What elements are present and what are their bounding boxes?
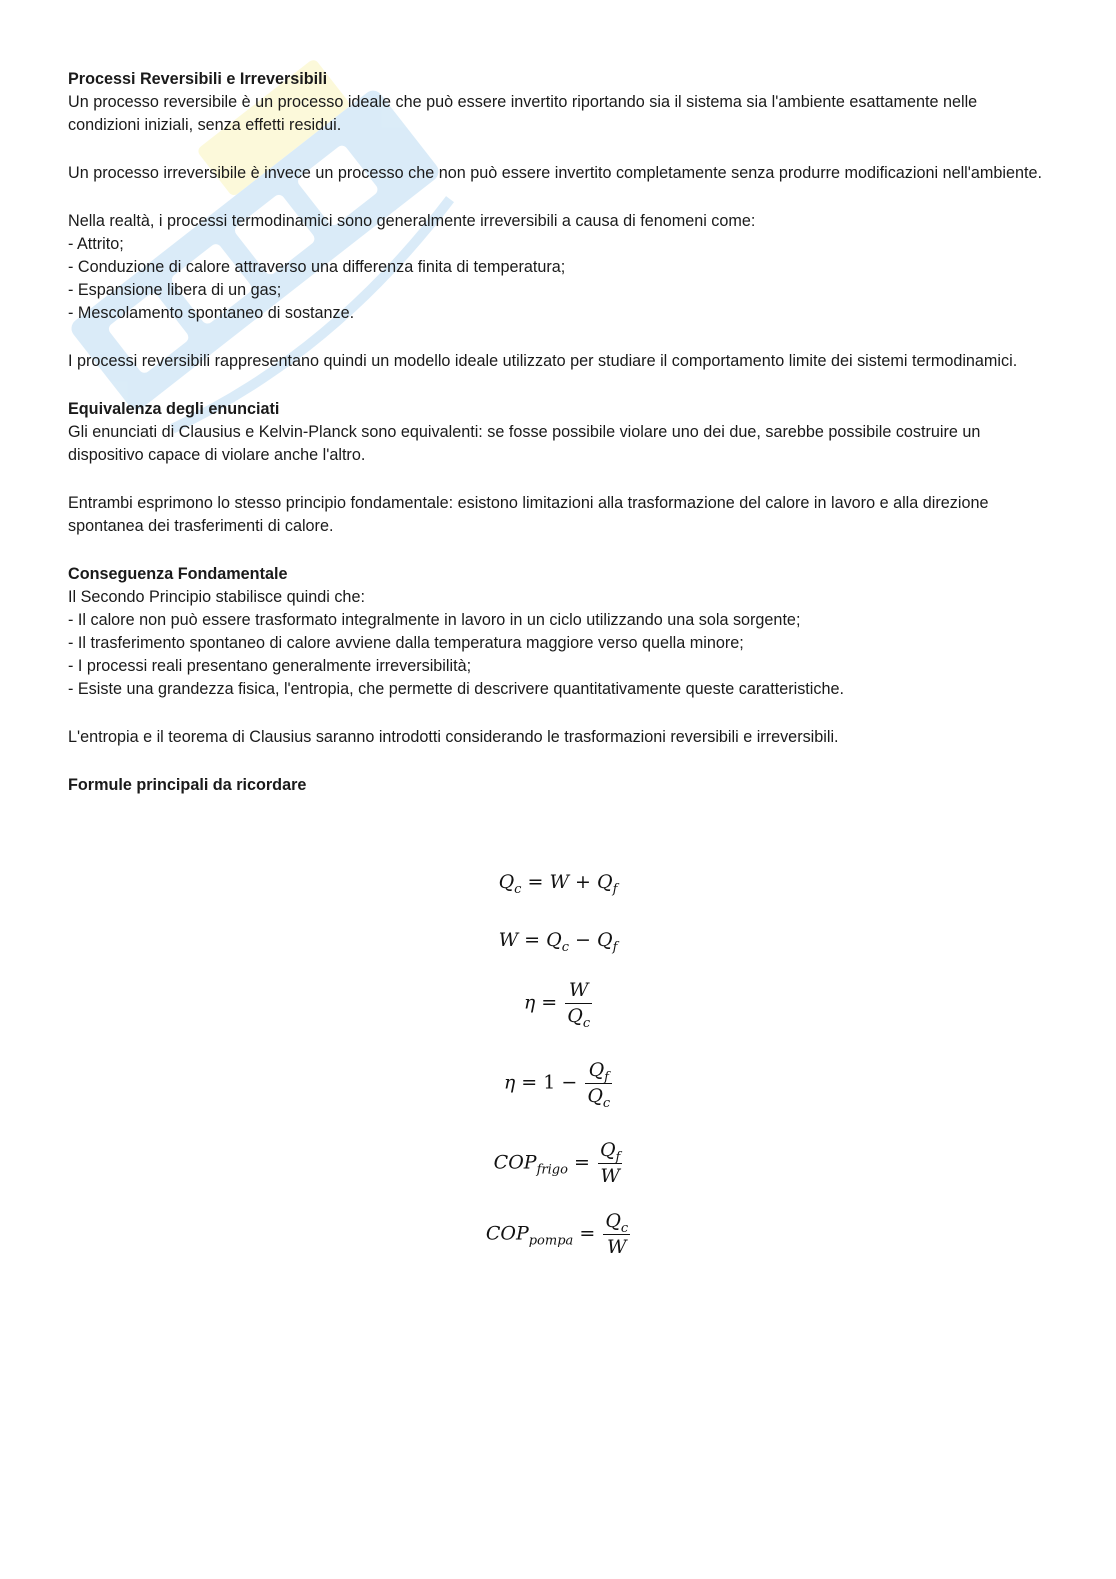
subscript-f: f: [615, 1150, 621, 1165]
formula-efficiency-heats: [0, 1059, 1116, 1111]
subscript-f: f: [604, 1070, 609, 1085]
equals-sign: =: [527, 871, 544, 893]
symbol-q: Q: [599, 1139, 616, 1161]
formula-heat-balance: [0, 871, 1116, 897]
equals-sign: =: [521, 1071, 538, 1094]
subscript-pompa: pompa: [528, 1233, 574, 1249]
formula-cop-heat-pump: [0, 1212, 1116, 1257]
symbol-w: W: [600, 1165, 620, 1187]
equals-sign: =: [573, 1151, 590, 1174]
paragraph-irreversible-definition: Un processo irreversibile è invece un processo che non può essere invertito completamente senza produrre modificazioni nell'ambiente.: [68, 164, 1042, 182]
minus-sign: −: [575, 929, 591, 951]
equals-sign: =: [524, 929, 541, 951]
symbol-q: Q: [498, 871, 515, 893]
equals-sign: =: [579, 1222, 596, 1245]
list-item: - Il calore non può essere trasformato integralmente in lavoro in un ciclo utilizzando una sola sorgente;: [68, 611, 801, 629]
symbol-cop: COP: [493, 1151, 537, 1174]
subscript-c: c: [582, 1016, 591, 1031]
paragraph-equivalence: Gli enunciati di Clausius e Kelvin-Planck sono equivalenti: se fosse possibile violare uno dei due, sarebbe possibile costruire un dispositivo capace di violare anche l'altro.: [68, 423, 981, 464]
section-heading-equivalence: Equivalenza degli enunciati: [68, 400, 280, 418]
symbol-cop: COP: [485, 1222, 529, 1245]
paragraph-fundamental-principle: Entrambi esprimono lo stesso principio fondamentale: esistono limitazioni alla trasformazione del calore in lavoro e alla direzione spontanea dei trasferimenti di calore.: [68, 494, 989, 535]
paragraph-reality-intro: Nella realtà, i processi termodinamici sono generalmente irreversibili a causa di fenomeni come:: [68, 212, 756, 230]
symbol-q: Q: [567, 1005, 583, 1027]
paragraph-reversible-model: I processi reversibili rappresentano quindi un modello ideale utilizzato per studiare il comportamento limite dei sistemi termodinamici.: [68, 352, 1018, 370]
subscript-c: c: [561, 940, 569, 955]
list-item: - Conduzione di calore attraverso una differenza finita di temperatura;: [68, 258, 566, 276]
fraction: [565, 979, 592, 1031]
section-heading-reversible: Processi Reversibili e Irreversibili: [68, 70, 328, 88]
symbol-q: Q: [597, 929, 613, 951]
symbol-q: Q: [605, 1210, 621, 1232]
fraction: [585, 1059, 612, 1111]
subscript-c: c: [620, 1221, 629, 1236]
list-item: - I processi reali presentano generalmente irreversibilità;: [68, 657, 472, 675]
plus-sign: +: [575, 871, 591, 893]
subscript-c: c: [602, 1096, 611, 1111]
section-heading-consequence: Conseguenza Fondamentale: [68, 565, 288, 583]
formula-work: [0, 929, 1116, 955]
document-body: [68, 68, 1053, 797]
fraction: [598, 1141, 622, 1186]
symbol-q: Q: [597, 871, 613, 893]
list-item: - Mescolamento spontaneo di sostanze.: [68, 304, 355, 322]
paragraph-reversible-definition: Un processo reversibile è un processo ideale che può essere invertito riportando sia il sistema sia l'ambiente esattamente nelle condizioni iniziali, senza effetti residui.: [68, 93, 978, 134]
section-heading-formulas: Formule principali da ricordare: [68, 776, 307, 794]
symbol-w: W: [549, 871, 569, 893]
number-one: 1: [543, 1071, 556, 1094]
second-principle-list: [68, 609, 1053, 701]
paragraph-entropy-intro: L'entropia e il teorema di Clausius saranno introdotti considerando le trasformazioni reversibili e irreversibili.: [68, 728, 839, 746]
subscript-f: f: [612, 940, 618, 955]
symbol-q: Q: [546, 929, 562, 951]
subscript-f: f: [612, 882, 618, 897]
equals-sign: =: [541, 991, 558, 1014]
list-item: - Esiste una grandezza fisica, l'entropia, che permette di descrivere quantitativamente queste caratteristiche.: [68, 680, 844, 698]
symbol-eta: η: [523, 991, 536, 1014]
symbol-w: W: [568, 979, 589, 1001]
formula-cop-fridge: [0, 1141, 1116, 1186]
symbol-q: Q: [588, 1059, 605, 1081]
list-item: - Il trasferimento spontaneo di calore avviene dalla temperatura maggiore verso quella minore;: [68, 634, 744, 652]
symbol-w: W: [498, 929, 519, 951]
fraction: [603, 1212, 630, 1257]
formula-efficiency: [0, 979, 1116, 1031]
paragraph-second-principle-intro: Il Secondo Principio stabilisce quindi che:: [68, 588, 365, 606]
symbol-eta: η: [503, 1071, 516, 1094]
symbol-q: Q: [587, 1085, 603, 1107]
symbol-w: W: [606, 1236, 627, 1258]
list-item: - Attrito;: [68, 235, 124, 253]
subscript-c: c: [514, 882, 522, 897]
minus-sign: −: [561, 1071, 578, 1094]
list-item: - Espansione libera di un gas;: [68, 281, 282, 299]
subscript-frigo: frigo: [536, 1162, 568, 1178]
irreversibility-causes-list: [68, 233, 1053, 325]
